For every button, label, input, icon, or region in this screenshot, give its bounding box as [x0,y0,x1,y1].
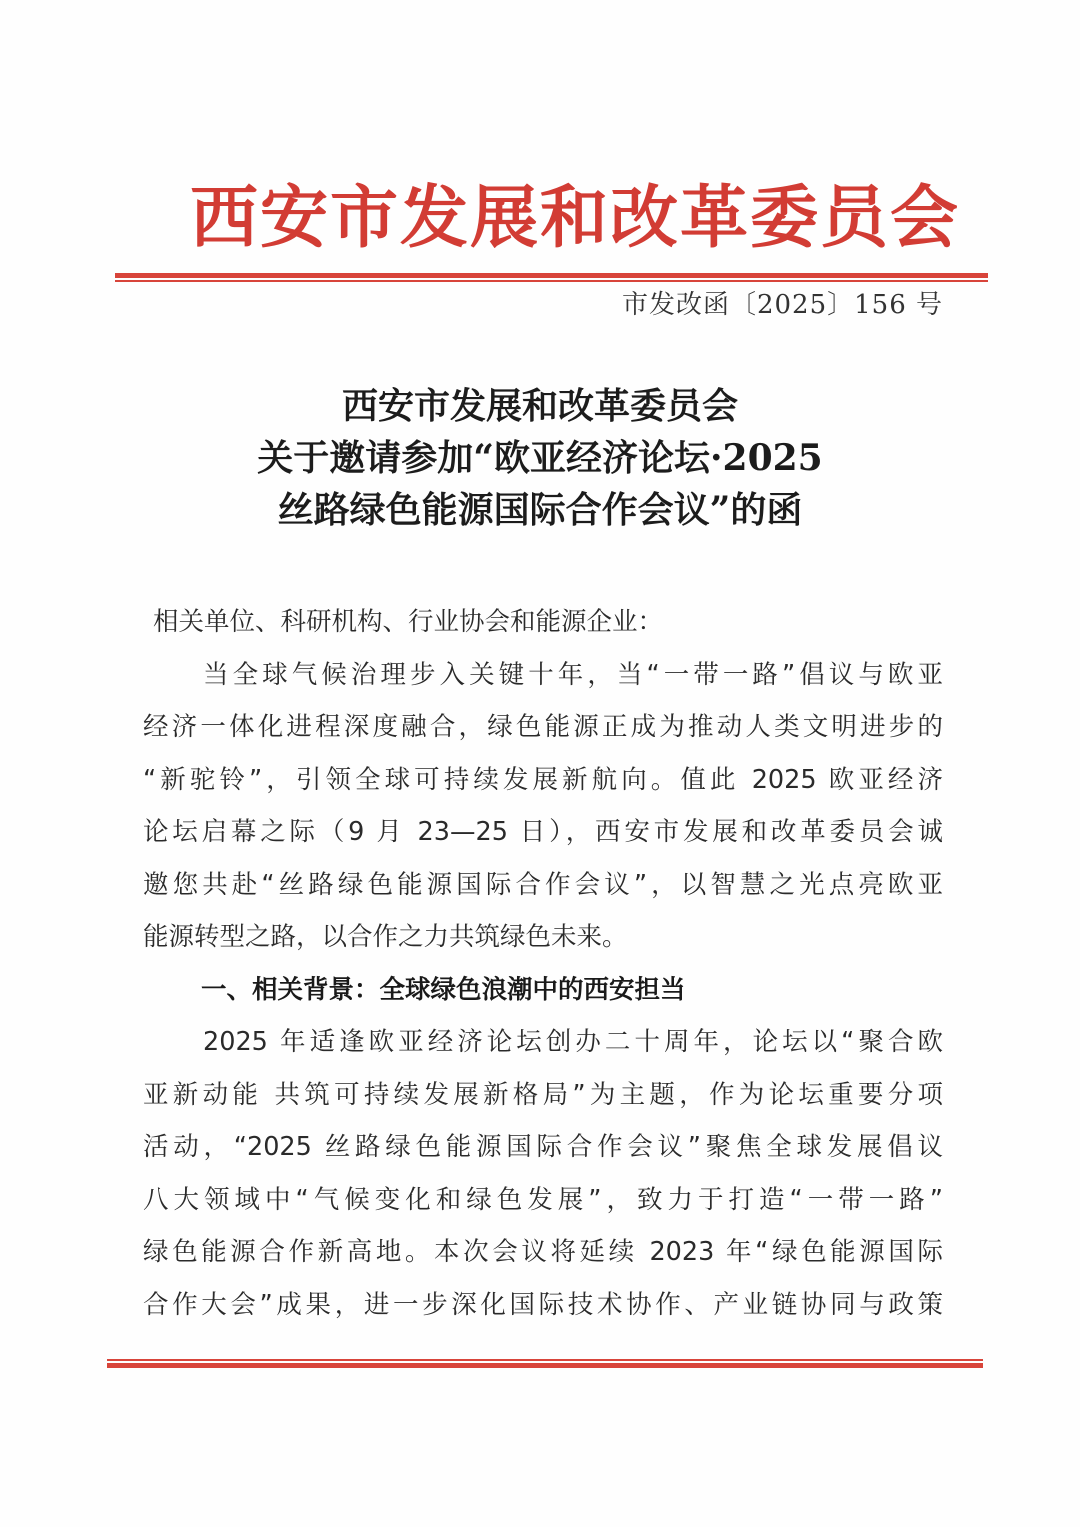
red-rule-thin [115,280,988,282]
paragraph-line: “新驼铃”，引领全球可持续发展新航向。值此 2025 欧亚经济 [143,764,943,795]
title-line-3: 丝路绿色能源国际合作会议”的函 [277,489,803,531]
letterhead-red-rule [115,273,988,282]
paragraph-intro [143,649,943,964]
red-rule-thick [107,1363,983,1368]
paragraph-line: 能源转型之路，以合作之力共筑绿色未来。 [143,922,628,952]
document-title [140,380,940,536]
paragraph-line: 亚新动能 共筑可持续发展新格局”为主题，作为论坛重要分项 [143,1079,943,1110]
paragraph-line: 八大领域中“气候变化和绿色发展”，致力于打造“一带一路” [143,1184,943,1215]
paragraph-line: 邀您共赴“丝路绿色能源国际合作会议”，以智慧之光点亮欧亚 [143,869,943,900]
title-line-2: 关于邀请参加“欧亚经济论坛·2025 [257,437,823,479]
paragraph-line: 活动，“2025 丝路绿色能源国际合作会议”聚焦全球发展倡议 [143,1132,943,1162]
document-body [143,596,943,1331]
paragraph-background [143,1016,943,1331]
document-number: 市发改函〔2025〕156 号 [621,290,943,320]
paragraph-line: 绿色能源合作新高地。本次会议将延续 2023 年“绿色能源国际 [143,1237,943,1267]
paragraph-line: 当全球气候治理步入关键十年，当“一带一路”倡议与欧亚 [203,659,943,690]
paragraph-line: 经济一体化进程深度融合，绿色能源正成为推动人类文明进步的 [143,712,943,742]
letterhead-organization-name: 西安市发展和改革委员会 [190,178,961,258]
paragraph-line: 2025 年适逢欧亚经济论坛创办二十周年，论坛以“聚合欧 [203,1027,943,1057]
paragraph-line: 论坛启幕之际（9 月 23—25 日），西安市发展和改革委员会诚 [143,817,943,847]
red-rule-thick [115,273,988,278]
section-heading-1: 一、相关背景：全球绿色浪潮中的西安担当 [201,974,686,1005]
salutation: 相关单位、科研机构、行业协会和能源企业： [153,607,664,637]
footer-red-rule [107,1359,983,1368]
red-rule-thin [107,1359,983,1361]
title-line-1: 西安市发展和改革委员会 [341,385,738,427]
paragraph-line: 合作大会”成果，进一步深化国际技术协作、产业链协同与政策 [143,1289,943,1320]
